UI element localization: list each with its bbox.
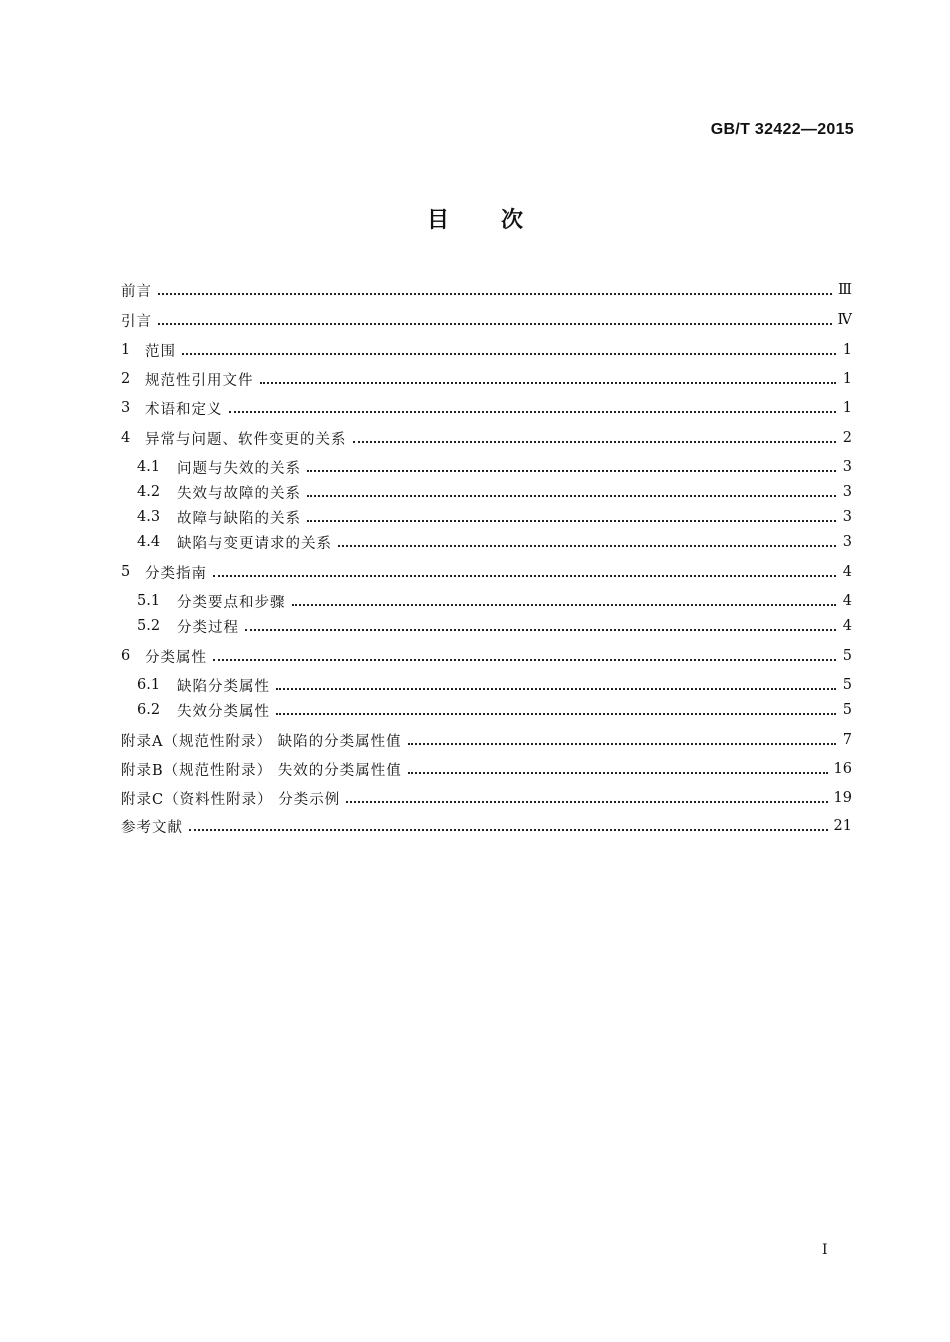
toc-entry-page: 4 bbox=[842, 593, 852, 609]
toc-entry-number: 6 bbox=[121, 648, 131, 664]
toc-subentry[interactable] bbox=[137, 698, 852, 722]
dot-leader bbox=[213, 659, 836, 661]
toc-entry-page: 3 bbox=[842, 459, 852, 475]
dot-leader bbox=[408, 743, 836, 745]
toc-entry-page: 4 bbox=[842, 618, 852, 634]
dot-leader bbox=[338, 545, 836, 547]
dot-leader bbox=[307, 520, 836, 522]
toc-entry-page: Ⅳ bbox=[837, 312, 852, 328]
page-number: I bbox=[822, 1242, 828, 1258]
toc-entry-label: 分类要点和步骤 bbox=[177, 594, 286, 611]
page-title: 目次 bbox=[426, 208, 575, 233]
dot-leader bbox=[245, 629, 836, 631]
toc-entry-page: 3 bbox=[842, 509, 852, 525]
toc-entry-label: 附录A（规范性附录） 缺陷的分类属性值 bbox=[121, 733, 402, 750]
toc-entry-number: 4 bbox=[121, 430, 131, 446]
toc-entry-number: 4.1 bbox=[137, 459, 161, 475]
dot-leader bbox=[229, 411, 837, 413]
dot-leader bbox=[292, 604, 837, 606]
dot-leader bbox=[353, 441, 837, 443]
toc-entry-page: 5 bbox=[842, 677, 852, 693]
toc-subentry[interactable] bbox=[137, 673, 852, 697]
toc-entry-label: 问题与失效的关系 bbox=[177, 460, 301, 477]
dot-leader bbox=[307, 470, 836, 472]
toc-entry-number: 4.2 bbox=[137, 484, 161, 500]
toc-entry-page: 7 bbox=[842, 732, 852, 748]
toc-subentry[interactable] bbox=[137, 505, 852, 529]
toc-entry-number: 6.1 bbox=[137, 677, 161, 693]
toc-subentry[interactable] bbox=[137, 614, 852, 638]
toc-entry[interactable] bbox=[121, 814, 852, 838]
toc-entry-number: 4.3 bbox=[137, 509, 161, 525]
toc-entry-number: 3 bbox=[121, 400, 131, 416]
toc-entry-label: 参考文献 bbox=[121, 819, 183, 836]
toc-entry[interactable] bbox=[121, 757, 852, 781]
toc-subentry[interactable] bbox=[137, 589, 852, 613]
toc-entry-label: 附录C（资料性附录） 分类示例 bbox=[121, 791, 341, 808]
toc-entry-label: 规范性引用文件 bbox=[145, 372, 254, 389]
dot-leader bbox=[276, 713, 836, 715]
toc-entry-page: 16 bbox=[833, 761, 852, 777]
toc-entry-page: 1 bbox=[842, 342, 852, 358]
toc-entry[interactable] bbox=[121, 560, 852, 584]
toc-entry-label: 术语和定义 bbox=[145, 401, 223, 418]
toc-entry-label: 失效与故障的关系 bbox=[177, 485, 301, 502]
toc-subentry[interactable] bbox=[137, 530, 852, 554]
toc-entry[interactable] bbox=[121, 396, 852, 420]
toc-entry[interactable] bbox=[121, 278, 852, 302]
toc-entry-label: 范围 bbox=[145, 343, 176, 360]
toc-entry-page: 21 bbox=[833, 818, 852, 834]
toc-entry-label: 缺陷分类属性 bbox=[177, 678, 270, 695]
toc-entry-label: 分类属性 bbox=[145, 649, 207, 666]
dot-leader bbox=[276, 688, 836, 690]
toc-entry-label: 引言 bbox=[121, 313, 152, 330]
toc-entry-number: 5.2 bbox=[137, 618, 161, 634]
toc-entry-number: 1 bbox=[121, 342, 131, 358]
toc-entry-label: 分类过程 bbox=[177, 619, 239, 636]
toc-entry[interactable] bbox=[121, 426, 852, 450]
toc-entry-label: 失效分类属性 bbox=[177, 703, 270, 720]
toc-entry-number: 4.4 bbox=[137, 534, 161, 550]
dot-leader bbox=[260, 382, 837, 384]
dot-leader bbox=[346, 801, 827, 803]
toc-entry-page: Ⅲ bbox=[838, 282, 852, 298]
dot-leader bbox=[213, 575, 836, 577]
toc-entry-label: 附录B（规范性附录） 失效的分类属性值 bbox=[121, 762, 402, 779]
toc-entry[interactable] bbox=[121, 786, 852, 810]
standard-code: GB/T 32422—2015 bbox=[710, 121, 854, 138]
toc-entry-page: 19 bbox=[833, 790, 852, 806]
toc-entry-page: 2 bbox=[842, 430, 852, 446]
dot-leader bbox=[158, 293, 832, 295]
toc-entry-page: 4 bbox=[842, 564, 852, 580]
toc-entry[interactable] bbox=[121, 338, 852, 362]
dot-leader bbox=[408, 772, 828, 774]
toc-entry-number: 6.2 bbox=[137, 702, 161, 718]
toc-entry[interactable] bbox=[121, 728, 852, 752]
toc-entry-page: 1 bbox=[842, 371, 852, 387]
toc-entry-page: 3 bbox=[842, 534, 852, 550]
toc-entry-number: 5 bbox=[121, 564, 131, 580]
toc-subentry[interactable] bbox=[137, 480, 852, 504]
toc-entry[interactable] bbox=[121, 644, 852, 668]
toc-entry-page: 1 bbox=[842, 400, 852, 416]
toc-entry-page: 3 bbox=[842, 484, 852, 500]
dot-leader bbox=[182, 353, 836, 355]
dot-leader bbox=[158, 323, 832, 325]
toc-entry-page: 5 bbox=[842, 702, 852, 718]
dot-leader bbox=[307, 495, 836, 497]
toc-entry-label: 前言 bbox=[121, 283, 152, 300]
toc-subentry[interactable] bbox=[137, 455, 852, 479]
toc-entry[interactable] bbox=[121, 367, 852, 391]
toc-entry-label: 分类指南 bbox=[145, 565, 207, 582]
toc-entry-page: 5 bbox=[842, 648, 852, 664]
toc-entry-label: 故障与缺陷的关系 bbox=[177, 510, 301, 527]
toc-entry[interactable] bbox=[121, 308, 852, 332]
toc-entry-label: 异常与问题、软件变更的关系 bbox=[145, 431, 347, 448]
toc-entry-number: 5.1 bbox=[137, 593, 161, 609]
toc-entry-label: 缺陷与变更请求的关系 bbox=[177, 535, 332, 552]
toc-entry-number: 2 bbox=[121, 371, 131, 387]
dot-leader bbox=[189, 829, 828, 831]
